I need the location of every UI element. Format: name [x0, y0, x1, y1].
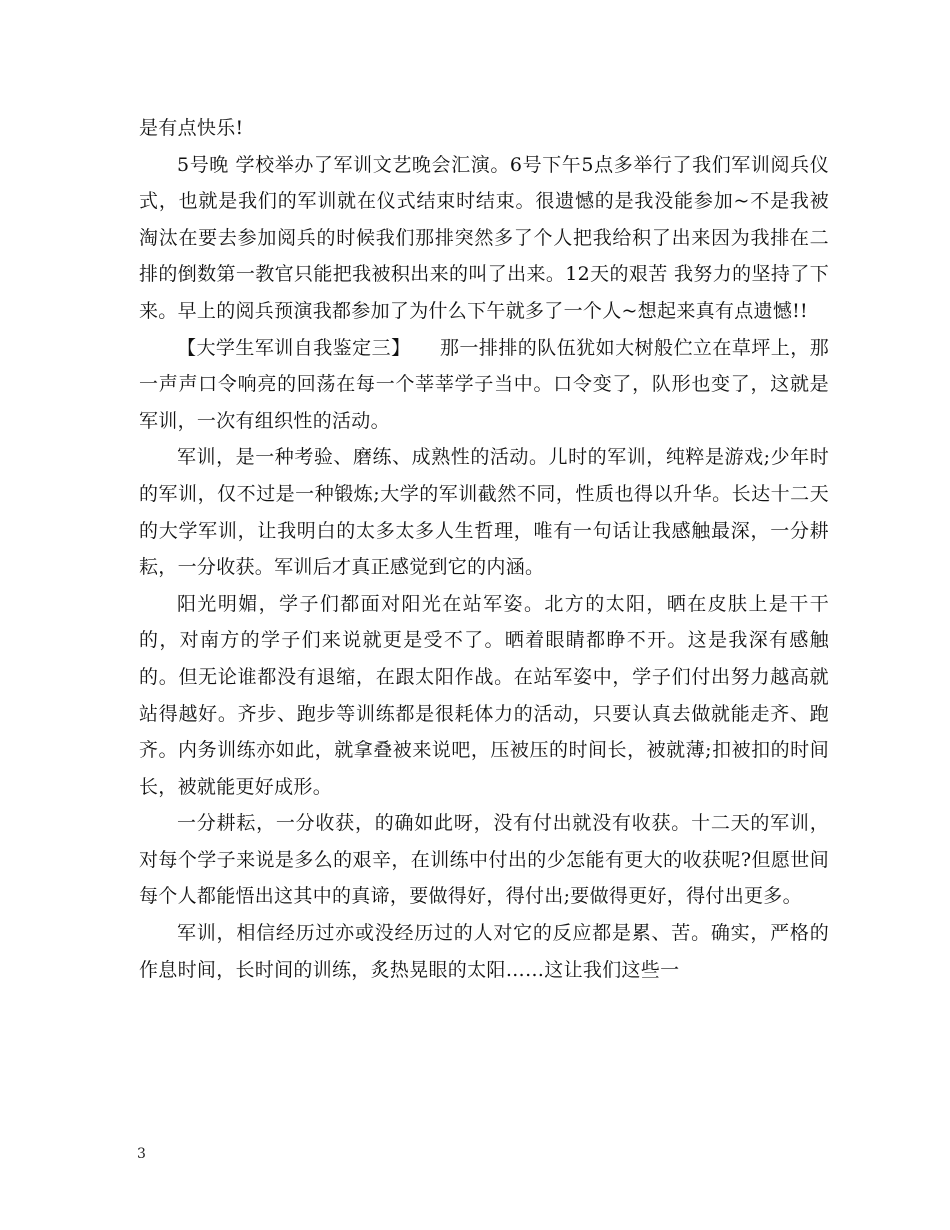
paragraph-2: 5号晚 学校举办了军训文艺晚会汇演。6号下午5点多举行了我们军训阅兵仪式，也就是我们的军训就在仪式结束时结束。很遗憾的是我没能参加~不是我被淘汰在要去参加阅兵的时候我们那排突然多了个人把我给积了出来因为我排在二排的倒数第一教官只能把我被积出来的叫了出来。12天的艰苦 我努力的坚持了下来。早上的阅兵预演我都参加了为什么下午就多了一个人~想起来真有点遗憾!!	[139, 153, 829, 322]
paragraph-4: 军训，是一种考验、磨练、成熟性的活动。儿时的军训，纯粹是游戏;少年时的军训，仅不过是一种锻炼;大学的军训截然不同，性质也得以升华。长达十二天的大学军训，让我明白的太多太多人生哲理，唯有一句话让我感触最深，一分耕耘，一分收获。军训后才真正感觉到它的内涵。	[139, 446, 829, 579]
paragraph-5: 阳光明媚，学子们都面对阳光在站军姿。北方的太阳，晒在皮肤上是干干的，对南方的学子们来说就更是受不了。晒着眼睛都睁不开。这是我深有感触的。但无论谁都没有退缩，在跟太阳作战。在站军姿中，学子们付出努力越高就站得越好。齐步、跑步等训练都是很耗体力的活动，只要认真去做就能走齐、跑齐。内务训练亦如此，就拿叠被来说吧，压被压的时间长，被就薄;扣被扣的时间长，被就能更好成形。	[139, 592, 829, 798]
paragraph-7: 军训，相信经历过亦或没经历过的人对它的反应都是累、苦。确实，严格的作息时间，长时间的训练，炙热晃眼的太阳……这让我们这些一	[139, 922, 829, 981]
paragraph-6: 一分耕耘，一分收获，的确如此呀，没有付出就没有收获。十二天的军训，对每个学子来说是多么的艰辛，在训练中付出的少怎能有更大的收获呢?但愿世间每个人都能悟出这其中的真谛，要做得好，得付出;要做得更好，得付出更多。	[139, 812, 829, 908]
paragraph-1: 是有点快乐!	[139, 117, 244, 139]
page-number: 3	[137, 1146, 146, 1162]
body-text	[139, 110, 829, 988]
paragraph-3: 【大学生军训自我鉴定三】 那一排排的队伍犹如大树般伫立在草坪上，那一声声口令响亮的回荡在每一个莘莘学子当中。口令变了，队形也变了，这就是军训，一次有组织性的活动。	[139, 336, 829, 432]
